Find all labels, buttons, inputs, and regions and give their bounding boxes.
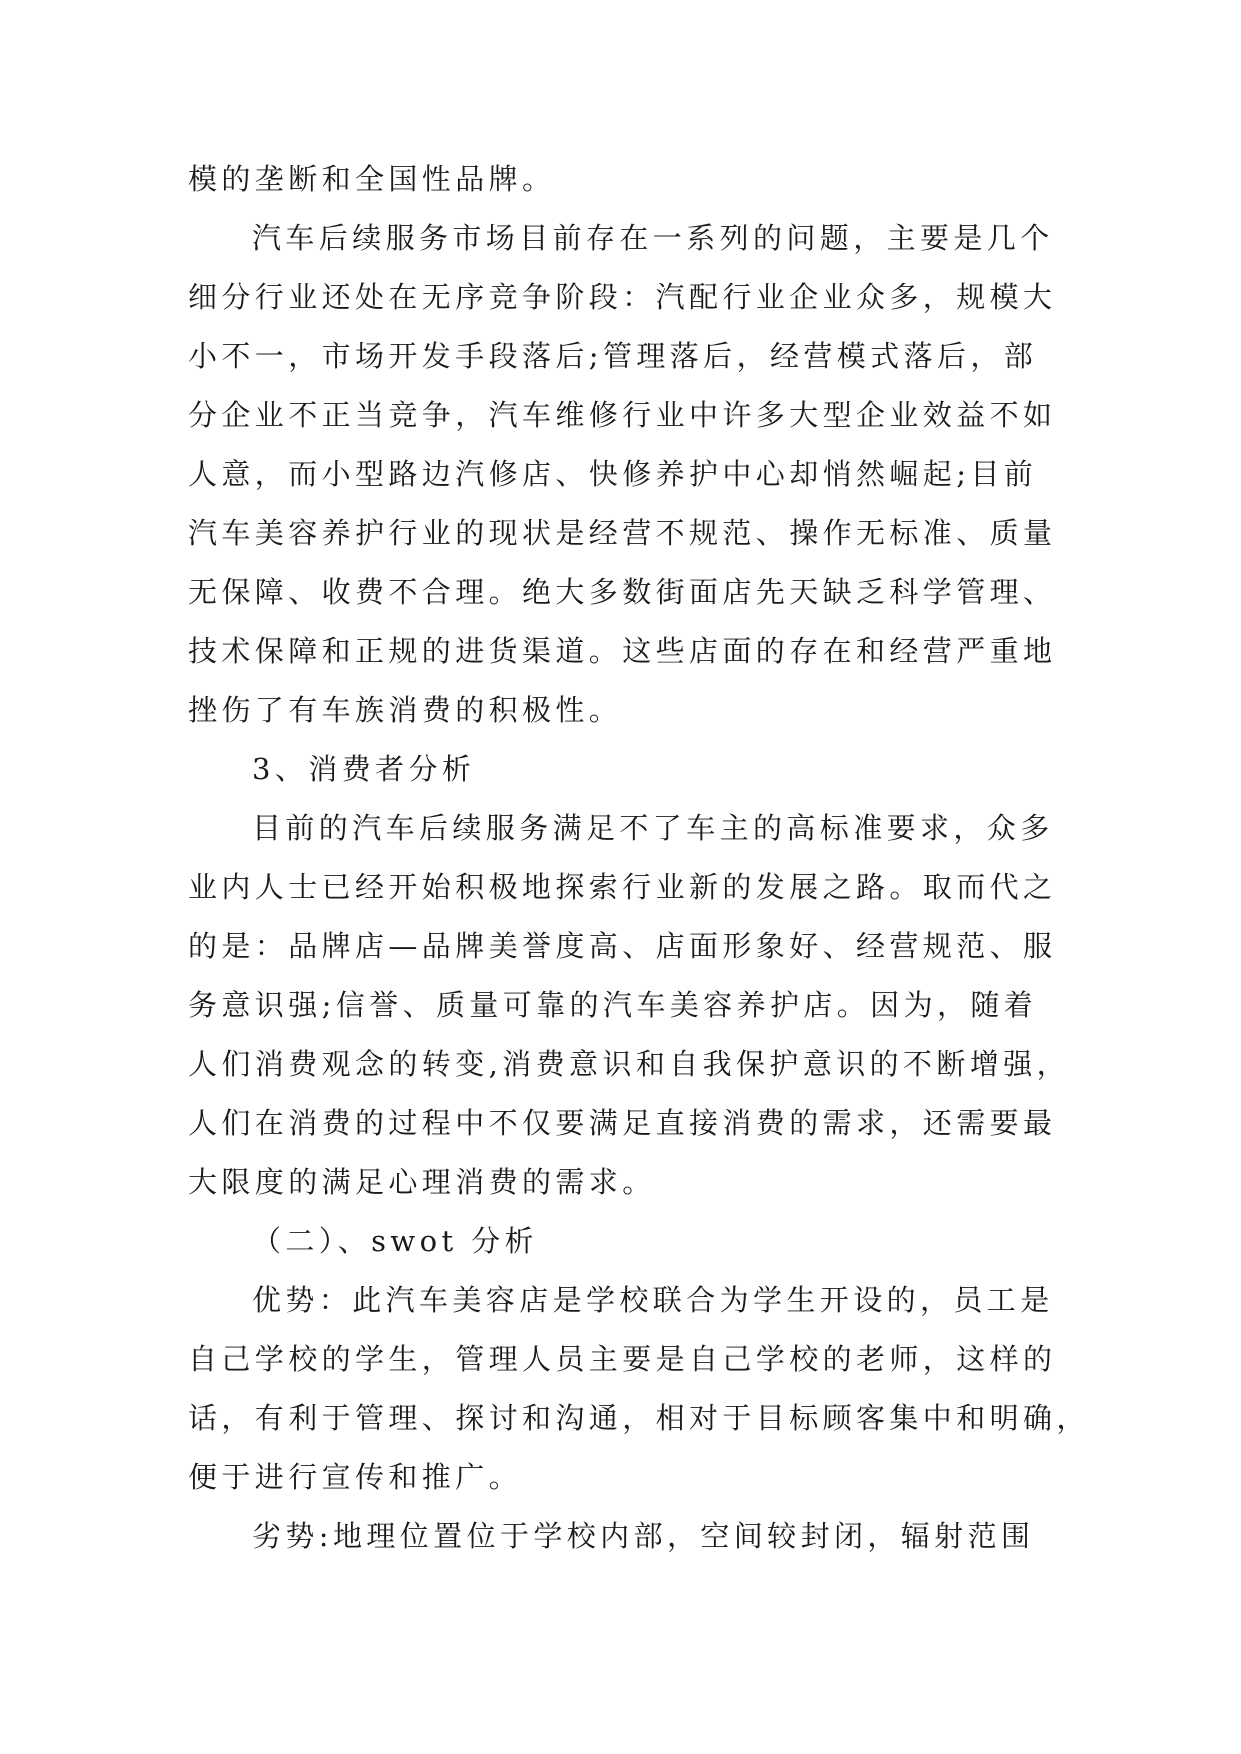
paragraph-start-line: 优势：此汽车美容店是学校联合为学生开设的，员工是 xyxy=(252,1283,1054,1317)
text-line: 挫伤了有车族消费的积极性。 xyxy=(188,693,623,727)
text-line: 大限度的满足心理消费的需求。 xyxy=(188,1165,656,1199)
text-line: 的是：品牌店—品牌美誉度高、店面形象好、经营规范、服 xyxy=(188,929,1057,963)
text-line: 便于进行宣传和推广。 xyxy=(188,1460,523,1494)
text-line: 小不一，市场开发手段落后;管理落后，经营模式落后，部 xyxy=(188,339,1038,373)
section-heading: 3、消费者分析 xyxy=(252,752,476,786)
text-line: 细分行业还处在无序竞争阶段：汽配行业企业众多，规模大 xyxy=(188,280,1057,314)
text-line: 话，有利于管理、探讨和沟通，相对于目标顾客集中和明确， xyxy=(188,1401,1090,1435)
text-line: 人们消费观念的转变,消费意识和自我保护意识的不断增强， xyxy=(188,1047,1071,1081)
text-line: 汽车美容养护行业的现状是经营不规范、操作无标准、质量 xyxy=(188,516,1057,550)
paragraph-start-line: 目前的汽车后续服务满足不了车主的高标准要求，众多 xyxy=(252,811,1054,845)
section-heading: （二）、swot 分析 xyxy=(252,1224,538,1258)
text-line: 务意识强;信誉、质量可靠的汽车美容养护店。因为，随着 xyxy=(188,988,1038,1022)
text-line: 技术保障和正规的进货渠道。这些店面的存在和经营严重地 xyxy=(188,634,1057,668)
document-body xyxy=(188,150,1090,1566)
text-line: 业内人士已经开始积极地探索行业新的发展之路。取而代之 xyxy=(188,870,1057,904)
text-line: 人们在消费的过程中不仅要满足直接消费的需求，还需要最 xyxy=(188,1106,1057,1140)
text-line: 人意，而小型路边汽修店、快修养护中心却悄然崛起;目前 xyxy=(188,457,1038,491)
text-line: 模的垄断和全国性品牌。 xyxy=(188,162,556,196)
paragraph-start-line: 劣势:地理位置位于学校内部，空间较封闭，辐射范围 xyxy=(252,1519,1035,1553)
text-line: 无保障、收费不合理。绝大多数街面店先天缺乏科学管理、 xyxy=(188,575,1057,609)
text-line: 自己学校的学生，管理人员主要是自己学校的老师，这样的 xyxy=(188,1342,1057,1376)
text-line: 分企业不正当竞争，汽车维修行业中许多大型企业效益不如 xyxy=(188,398,1057,432)
paragraph-start-line: 汽车后续服务市场目前存在一系列的问题，主要是几个 xyxy=(252,221,1054,255)
